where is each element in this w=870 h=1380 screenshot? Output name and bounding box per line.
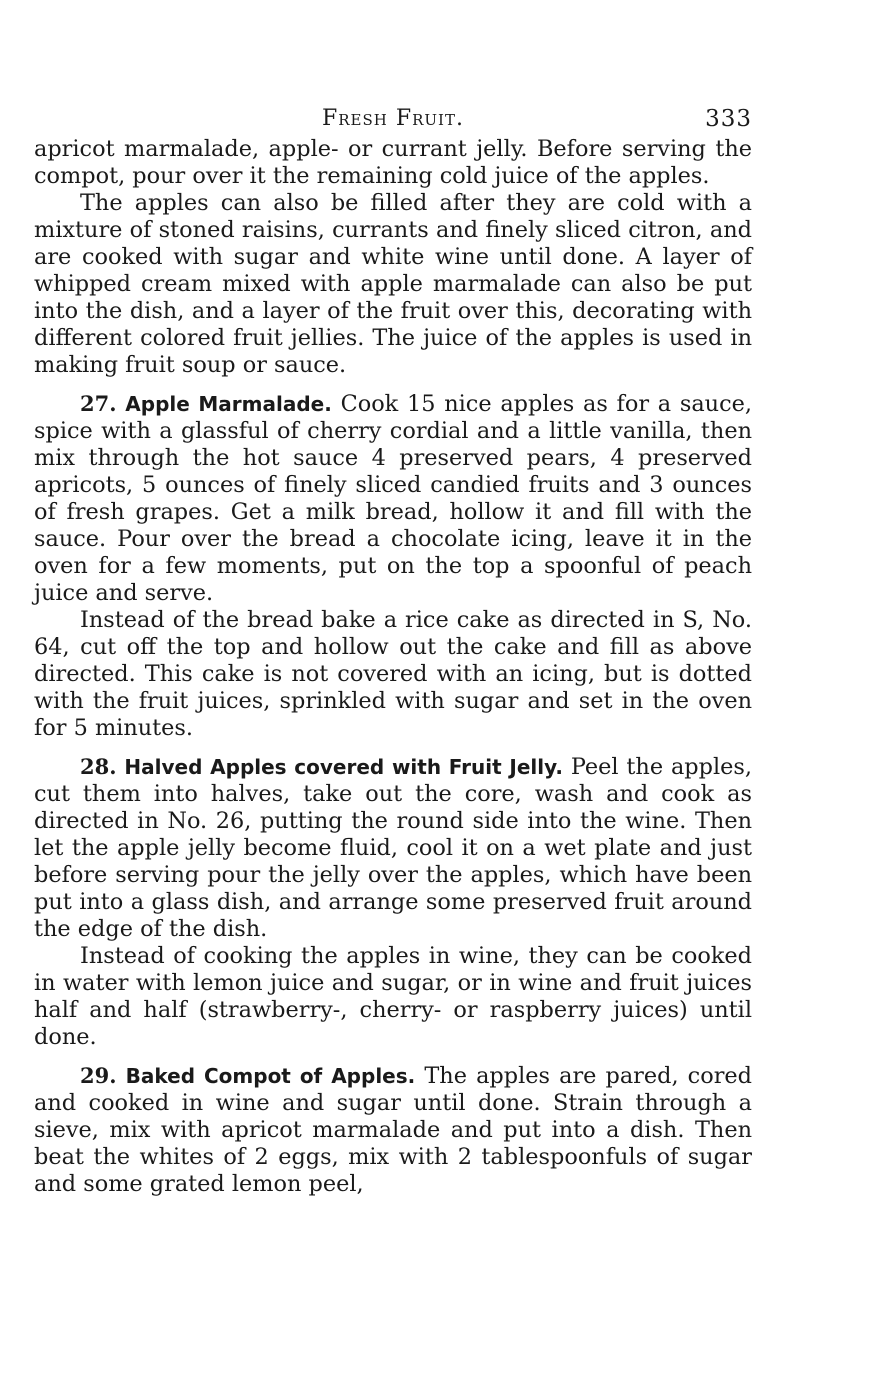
recipe-title: Baked Compot of Apples. [125, 1064, 416, 1088]
recipe-body: The apples are pared, cored and cooked in wine and sugar until done. Strain through a sieve, mix with apricot marmalade and put into a dish. Then beat the whites of 2 eggs, mix with 2 tablespoonfuls of sugar and some grated lemon peel, [34, 1063, 752, 1197]
paragraph-apple-filling: The apples can also be filled after they are cold with a mixture of stoned raisins, currants and finely sliced citron, and are cooked with sugar and white wine until done. A layer of whipped cream mixed with apple marmalade can also be put into the dish, and a layer of the fruit over this, decorating with different colored fruit jellies. The juice of the apples is used in making fruit soup or sauce. [34, 190, 752, 378]
book-page [34, 100, 752, 1198]
recipe-number: 28. [80, 754, 117, 779]
running-head [34, 100, 752, 136]
page-number: 333 [705, 106, 752, 132]
recipe-number: 29. [80, 1063, 117, 1088]
recipe-27-variation: Instead of the bread bake a rice cake as directed in S, No. 64, cut off the top and hollow out the cake and fill as above directed. This cake is not covered with an icing, but is dotted with the fruit juices, sprinkled with sugar and set in the oven for 5 minutes. [34, 607, 752, 741]
recipe-29 [34, 1062, 752, 1198]
continued-paragraph: apricot marmalade, apple- or currant jelly. Before serving the compot, pour over it the remaining cold juice of the apples. [34, 136, 752, 189]
recipe-27 [34, 390, 752, 607]
recipe-28 [34, 753, 752, 943]
running-title: Fresh Fruit. [322, 106, 464, 131]
recipe-number: 27. [80, 391, 117, 416]
recipe-28-variation: Instead of cooking the apples in wine, they can be cooked in water with lemon juice and sugar, or in wine and fruit juices half and half (strawberry-, cherry- or raspberry juices) until done. [34, 943, 752, 1050]
recipe-title: Apple Marmalade. [125, 392, 332, 416]
recipe-title: Halved Apples covered with Fruit Jelly. [124, 755, 563, 779]
recipe-body: Peel the apples, cut them into halves, take out the core, wash and cook as directed in No. 26, putting the round side into the wine. Then let the apple jelly become fluid, cool it on a wet plate and just before serving pour the jelly over the apples, which have been put into a glass dish, and arrange some preserved fruit around the edge of the dish. [34, 754, 752, 942]
recipe-body: Cook 15 nice apples as for a sauce, spice with a glassful of cherry cordial and a little vanilla, then mix through the hot sauce 4 preserved pears, 4 preserved apricots, 5 ounces of finely sliced candied fruits and 3 ounces of fresh grapes. Get a milk bread, hollow it and fill with the sauce. Pour over the bread a chocolate icing, leave it in the oven for a few moments, put on the top a spoonful of peach juice and serve. [34, 391, 753, 606]
